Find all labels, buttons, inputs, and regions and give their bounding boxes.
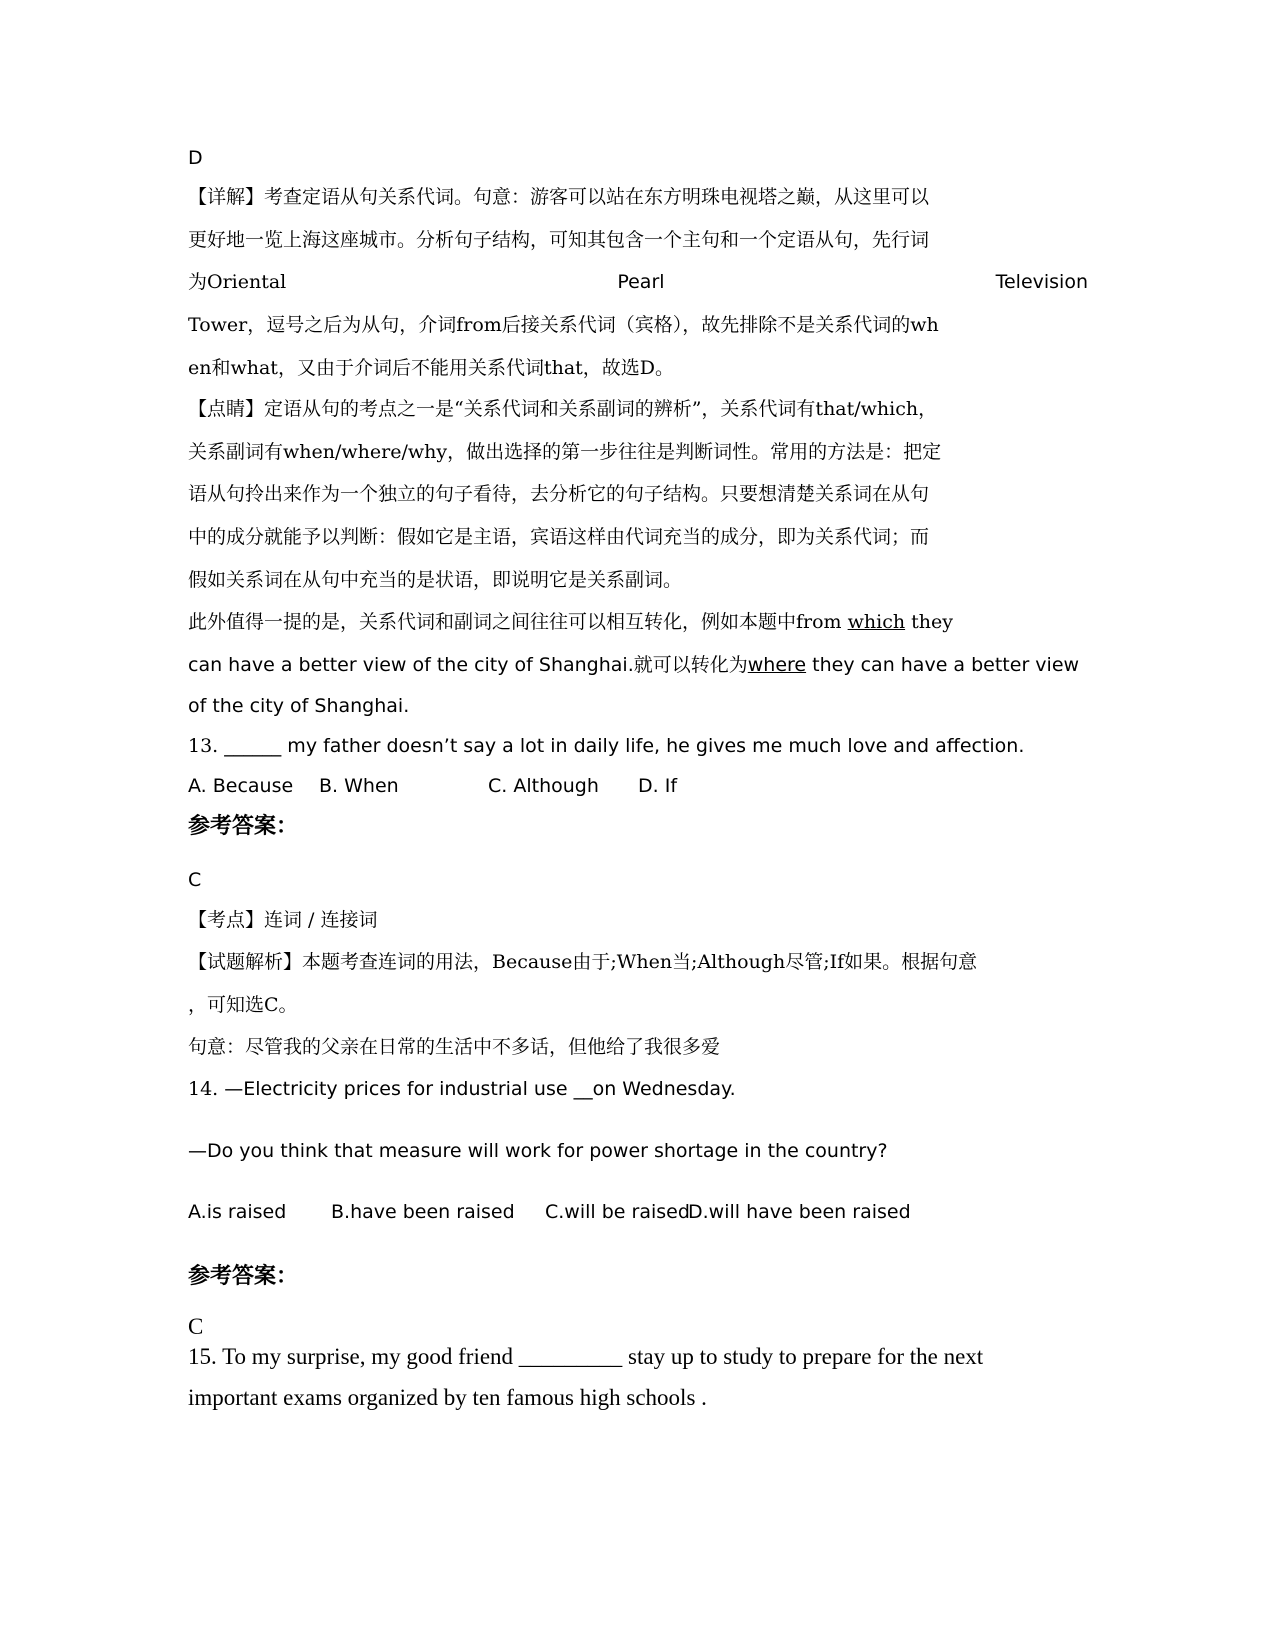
q12-extra-which: which (847, 611, 906, 633)
q14-option-a: A.is raised (188, 1201, 287, 1223)
q13-analysis-line-1: 【试题解析】本题考查连词的用法，Because由于;When当;Although尽管;If如果。根据句意 (188, 951, 978, 973)
q12-tip-line-3: 语从句拎出来作为一个独立的句子看待，去分析它的句子结构。只要想清楚关系词在从句 (188, 483, 930, 505)
q14-option-b: B.have been raised (331, 1201, 515, 1223)
q12-tip-line-5: 假如关系词在从句中充当的是状语，即说明它是关系副词。 (188, 569, 683, 591)
q13-ref-label: 参考答案： (188, 813, 299, 839)
q14-number: 14. (188, 1078, 225, 1100)
q12-extra-line-1-a: 此外值得一提的是，关系代词和副词之间往往可以相互转化，例如本题中from (188, 611, 848, 633)
q14-ref-label: 参考答案： (188, 1263, 299, 1289)
q12-tip-line-1: 【点睛】定语从句的考点之一是“关系代词和关系副词的辨析”，关系代词有that/which， (188, 398, 938, 420)
q14-line-1 (188, 1077, 736, 1101)
q12-detail-line-3-b: Pearl (617, 271, 665, 293)
q13-meaning: 句意：尽管我的父亲在日常的生活中不多话，但他给了我很多爱 (188, 1036, 721, 1058)
q14-option-c: C.will be raised (545, 1201, 690, 1223)
q13-option-c: C. Although (488, 775, 599, 797)
q12-extra-line-2-a: can have a better view of the city of Shanghai.就可以转化为 (188, 654, 748, 676)
q12-tip-line-4: 中的成分就能予以判断：假如它是主语，宾语这样由代词充当的成分，即为关系代词；而 (188, 526, 930, 548)
q12-extra-line-2 (188, 653, 1079, 677)
q14-text-1: —Electricity prices for industrial use __on Wednesday. (224, 1078, 736, 1100)
q12-answer: D (188, 147, 203, 169)
q12-detail-line-2: 更好地一览上海这座城市。分析句子结构，可知其包含一个主句和一个定语从句，先行词 (188, 229, 930, 251)
q14-option-d: D.will have been raised (688, 1201, 911, 1223)
q13-kaodian: 【考点】连词 / 连接词 (188, 909, 378, 931)
q12-extra-line-2-c: they can have a better view (806, 654, 1080, 676)
q15-line-1: 15. To my surprise, my good friend _________ stay up to study to prepare for the next (188, 1344, 984, 1369)
q13-text: ______ my father doesn’t say a lot in daily life, he gives me much love and affection. (224, 735, 1025, 757)
q12-detail-line-4: Tower，逗号之后为从句，介词from后接关系代词（宾格），故先排除不是关系代词的wh (188, 314, 939, 336)
q12-detail-line-5: en和what，又由于介词后不能用关系代词that，故选D。 (188, 357, 675, 379)
q13-analysis-line-2: ，可知选C。 (188, 994, 298, 1016)
q12-detail-line-3 (188, 270, 1088, 294)
q13-option-a: A. Because (188, 775, 294, 797)
q12-detail-line-3-a: 为Oriental (188, 271, 287, 293)
q12-detail-line-3-c: Television (995, 271, 1088, 293)
q13-question (188, 734, 1024, 758)
q12-extra-where: where (747, 654, 807, 676)
q12-extra-line-1 (188, 610, 953, 634)
q14-answer: C (188, 1314, 204, 1339)
q13-answer: C (188, 869, 202, 891)
q13-number: 13. (188, 735, 225, 757)
q12-extra-line-3: of the city of Shanghai. (188, 695, 410, 717)
q12-detail-line-1: 【详解】考查定语从句关系代词。句意：游客可以站在东方明珠电视塔之巅，从这里可以 (188, 186, 930, 208)
q15-line-2: important exams organized by ten famous high schools . (188, 1385, 707, 1410)
q13-option-d: D. If (638, 775, 678, 797)
q14-line-2: —Do you think that measure will work for power shortage in the country? (188, 1140, 888, 1162)
q12-extra-line-1-c: they (905, 611, 953, 633)
q12-tip-line-2: 关系副词有when/where/why，做出选择的第一步往往是判断词性。常用的方法是：把定 (188, 441, 942, 463)
q13-option-b: B. When (319, 775, 399, 797)
